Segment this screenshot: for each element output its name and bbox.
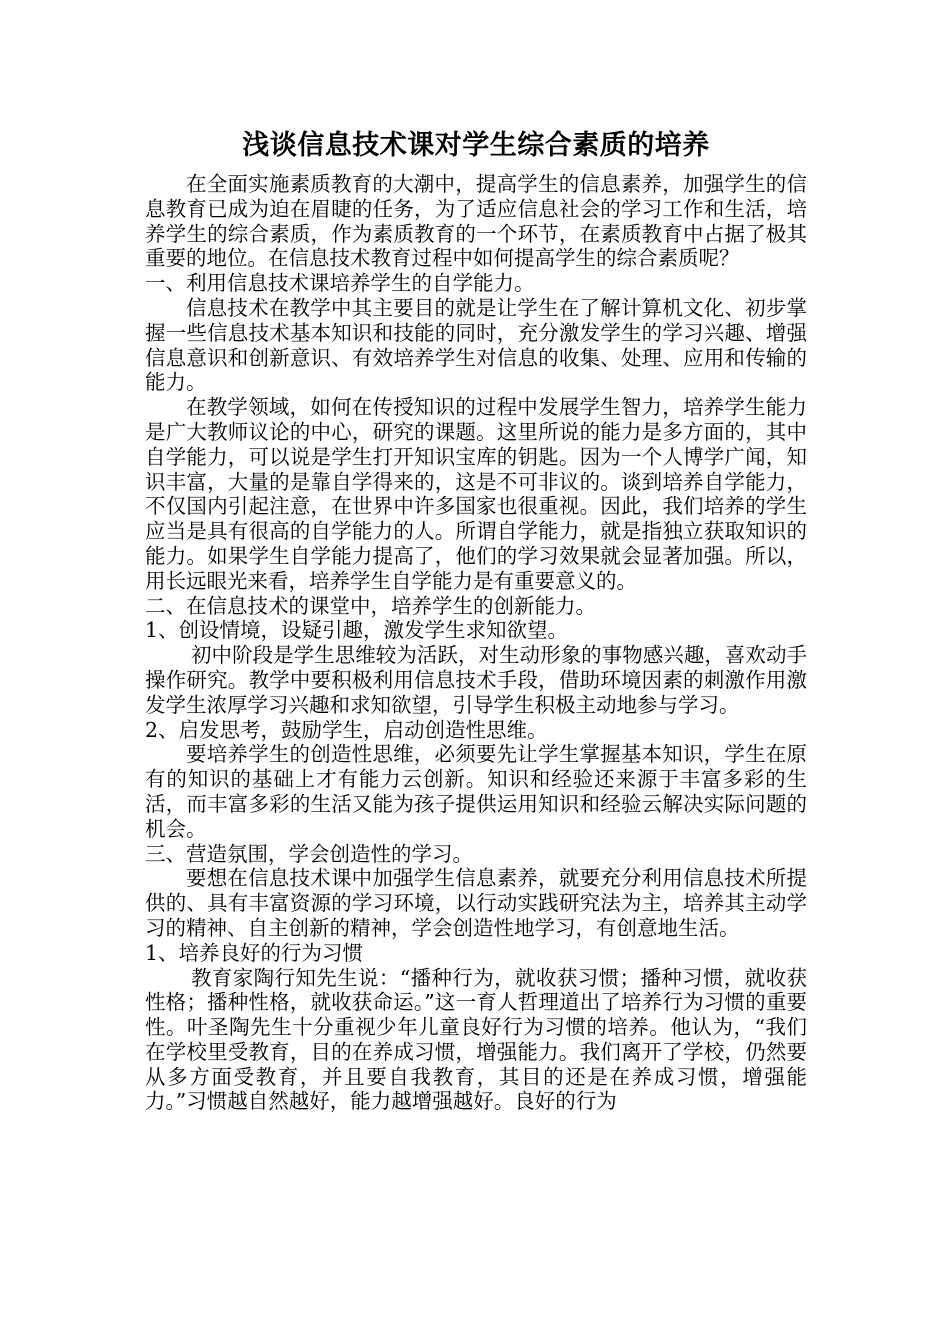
paragraph: 要培养学生的创造性思维，必须要先让学生掌握基本知识，学生在原有的知识的基础上才有能力云创新。知识和经验还来源于丰富多彩的生活，而丰富多彩的生活又能为孩子提供运用知识和经验云解决实际问题的机会。 <box>145 742 807 841</box>
paragraph: 要想在信息技术课中加强学生信息素养，就要充分利用信息技术所提供的、具有丰富资源的学习环境，以行动实践研究法为主，培养其主动学习的精神、自主创新的精神，学会创造性地学习，有创意地生活。 <box>145 866 807 940</box>
document-title: 浅谈信息技术课对学生综合素质的培养 <box>242 130 710 161</box>
paragraph: 在教学领域，如何在传授知识的过程中发展学生智力，培养学生能力是广大教师议论的中心，研究的课题。这里所说的能力是多方面的，其中自学能力，可以说是学生打开知识宝库的钥匙。因为一个人博学广闻，知识丰富，大量的是靠自学得来的，这是不可非议的。谈到培养自学能力，不仅国内引起注意，在世界中许多国家也很重视。因此，我们培养的学生应当是具有很高的自学能力的人。所谓自学能力，就是指独立获取知识的能力。如果学生自学能力提高了，他们的学习效果就会显著加强。所以，用长远眼光来看，培养学生自学能力是有重要意义的。 <box>145 395 807 593</box>
section-heading: 1、创设情境，设疑引趣，激发学生求知欲望。 <box>145 618 569 643</box>
section-heading: 2、启发思考，鼓励学生，启动创造性思维。 <box>145 717 548 742</box>
document-body <box>145 172 807 1114</box>
paragraph: 初中阶段是学生思维较为活跃，对生动形象的事物感兴趣，喜欢动手操作研究。教学中要积极利用信息技术手段，借助环境因素的刺激作用激发学生浓厚学习兴趣和求知欲望，引导学生积极主动地参与学习。 <box>145 643 807 717</box>
section-heading: 三、营造氛围，学会创造性的学习。 <box>145 841 473 866</box>
paragraph: 在全面实施素质教育的大潮中，提高学生的信息素养，加强学生的信息教育已成为迫在眉睫的任务，为了适应信息社会的学习工作和生活，培养学生的综合素质，作为素质教育的一个环节，在素质教育中占据了极其重要的地位。在信息技术教育过程中如何提高学生的综合素质呢？ <box>145 172 807 271</box>
section-heading: 1、培养良好的行为习惯 <box>145 940 364 965</box>
section-heading: 一、利用信息技术课培养学生的自学能力。 <box>145 271 535 296</box>
section-heading: 二、在信息技术的课堂中，培养学生的创新能力。 <box>145 593 596 618</box>
document-page <box>145 128 807 1114</box>
paragraph: 教育家陶行知先生说：“播种行为，就收获习惯；播种习惯，就收获性格；播种性格，就收获命运。”这一育人哲理道出了培养行为习惯的重要性。叶圣陶先生十分重视少年儿童良好行为习惯的培养。他认为，“我们在学校里受教育，目的在养成习惯，增强能力。我们离开了学校，仍然要从多方面受教育，并且要自我教育，其目的还是在养成习惯，增强能力。”习惯越自然越好，能力越增强越好。良好的行为 <box>145 965 807 1114</box>
paragraph: 信息技术在教学中其主要目的就是让学生在了解计算机文化、初步掌握一些信息技术基本知识和技能的同时，充分激发学生的学习兴趣、增强信息意识和创新意识、有效培养学生对信息的收集、处理、应用和传输的能力。 <box>145 295 807 395</box>
